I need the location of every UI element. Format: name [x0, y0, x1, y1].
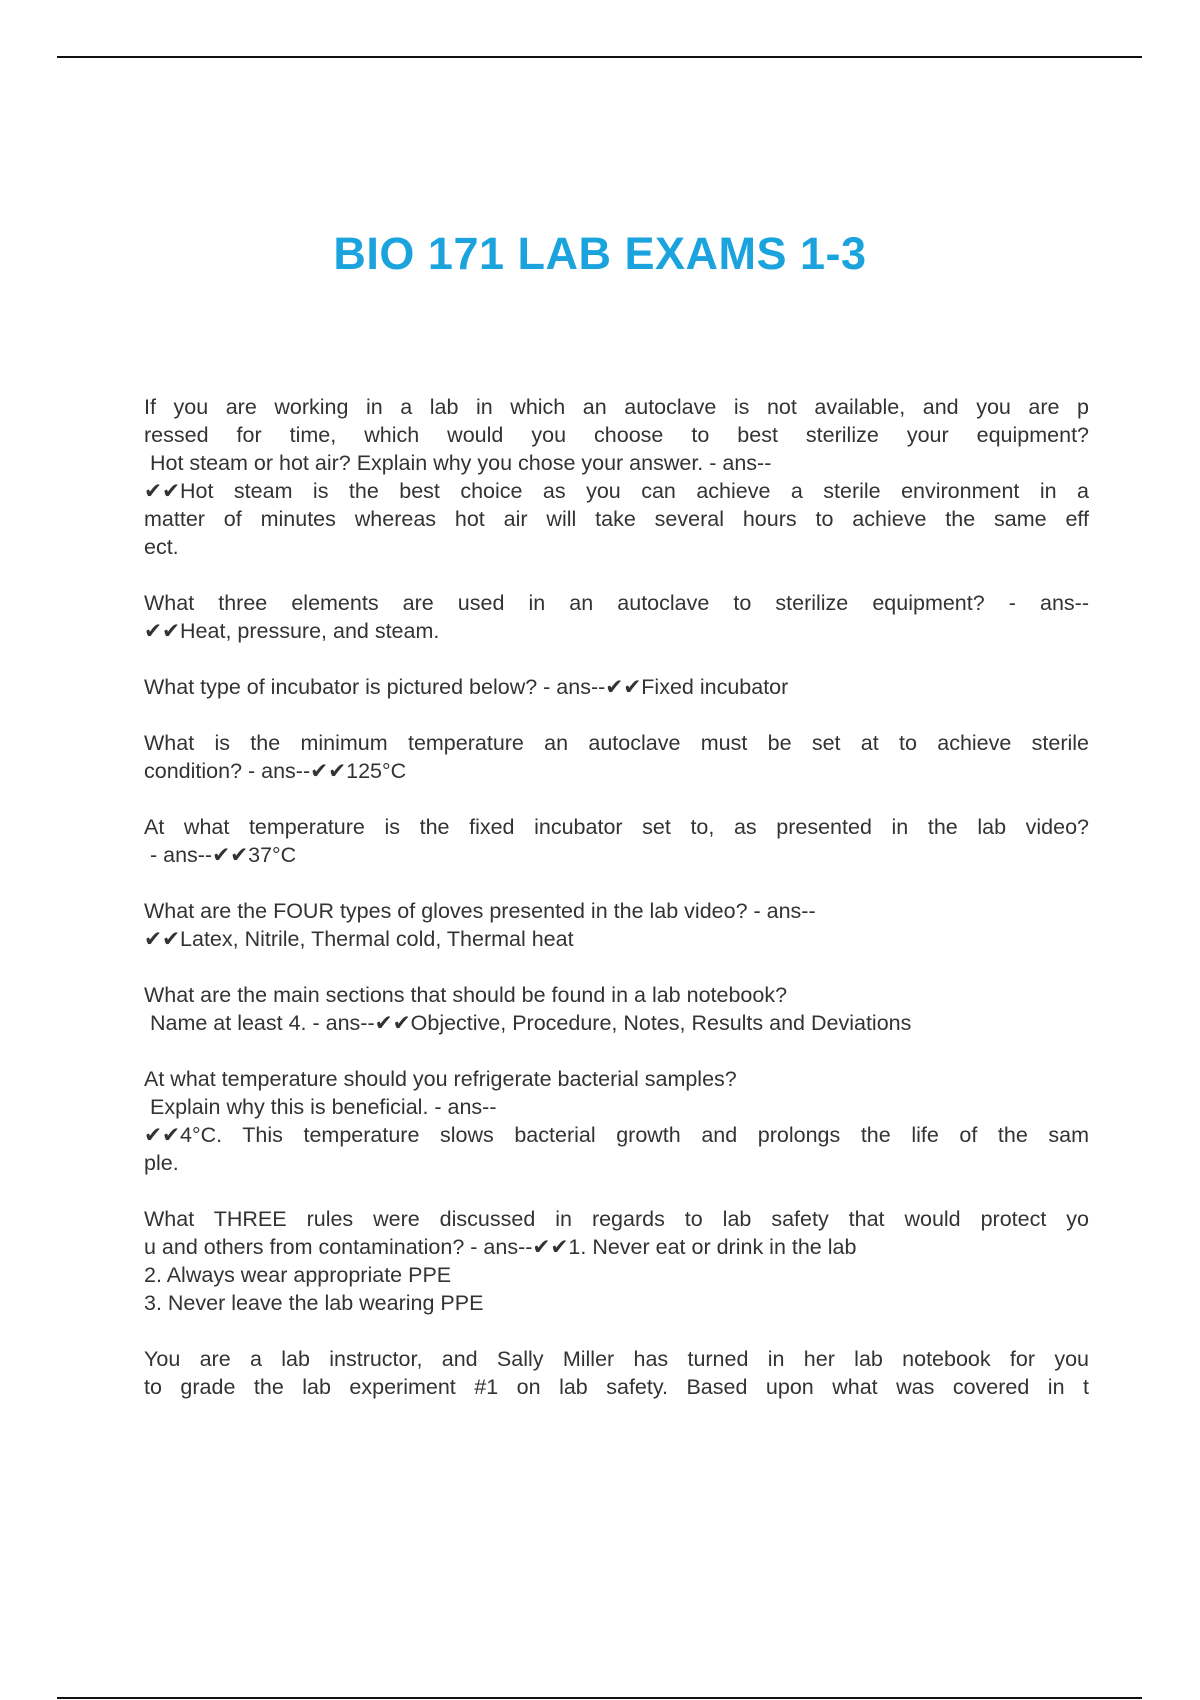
document-body [144, 393, 1089, 1429]
bottom-rule [57, 1697, 1142, 1699]
qa-line: At what temperature should you refrigerate bacterial samples? [144, 1067, 737, 1091]
qa-line: condition? - ans--✔✔125°C [144, 759, 407, 783]
qa-line: If you are working in a lab in which an autoclave is not available, and you are p [144, 395, 1089, 419]
qa-line: Name at least 4. - ans--✔✔Objective, Procedure, Notes, Results and Deviations [144, 1011, 912, 1035]
qa-line: ple. [144, 1151, 179, 1175]
qa-line: Explain why this is beneficial. - ans-- [144, 1095, 497, 1119]
qa-block [144, 589, 1089, 645]
qa-line: ✔✔Hot steam is the best choice as you can achieve a sterile environment in a [144, 479, 1089, 503]
qa-line: You are a lab instructor, and Sally Miller has turned in her lab notebook for you [144, 1347, 1089, 1371]
qa-line: 2. Always wear appropriate PPE [144, 1263, 452, 1287]
qa-line: ✔✔Heat, pressure, and steam. [144, 619, 440, 643]
qa-block [144, 393, 1089, 561]
document-title: BIO 171 LAB EXAMS 1-3 [333, 228, 867, 279]
qa-line: What three elements are used in an autoclave to sterilize equipment? - ans-- [144, 591, 1089, 615]
qa-block [144, 981, 1089, 1037]
qa-line: What type of incubator is pictured below? - ans--✔✔Fixed incubator [144, 675, 789, 699]
top-rule [57, 56, 1142, 58]
qa-block [144, 1205, 1089, 1317]
qa-block [144, 813, 1089, 869]
qa-line: What THREE rules were discussed in regards to lab safety that would protect yo [144, 1207, 1089, 1231]
qa-line: Hot steam or hot air? Explain why you chose your answer. - ans-- [144, 451, 772, 475]
qa-line: to grade the lab experiment #1 on lab safety. Based upon what was covered in t [144, 1375, 1089, 1399]
qa-block [144, 729, 1089, 785]
qa-block [144, 897, 1089, 953]
qa-line: What are the FOUR types of gloves presented in the lab video? - ans-- [144, 899, 816, 923]
qa-line: ✔✔Latex, Nitrile, Thermal cold, Thermal heat [144, 927, 574, 951]
qa-block [144, 673, 1089, 701]
qa-line: What is the minimum temperature an autoclave must be set at to achieve sterile [144, 731, 1089, 755]
qa-line: ✔✔4°C. This temperature slows bacterial growth and prolongs the life of the sam [144, 1123, 1089, 1147]
qa-block [144, 1065, 1089, 1177]
qa-line: ressed for time, which would you choose to best sterilize your equipment? [144, 423, 1089, 447]
qa-block [144, 1345, 1089, 1401]
qa-line: What are the main sections that should be found in a lab notebook? [144, 983, 788, 1007]
qa-line: - ans--✔✔37°C [144, 843, 297, 867]
qa-line: At what temperature is the fixed incubator set to, as presented in the lab video? [144, 815, 1089, 839]
qa-line: u and others from contamination? - ans--✔✔1. Never eat or drink in the lab [144, 1235, 857, 1259]
qa-line: ect. [144, 535, 179, 559]
qa-line: 3. Never leave the lab wearing PPE [144, 1291, 484, 1315]
qa-line: matter of minutes whereas hot air will take several hours to achieve the same eff [144, 507, 1089, 531]
